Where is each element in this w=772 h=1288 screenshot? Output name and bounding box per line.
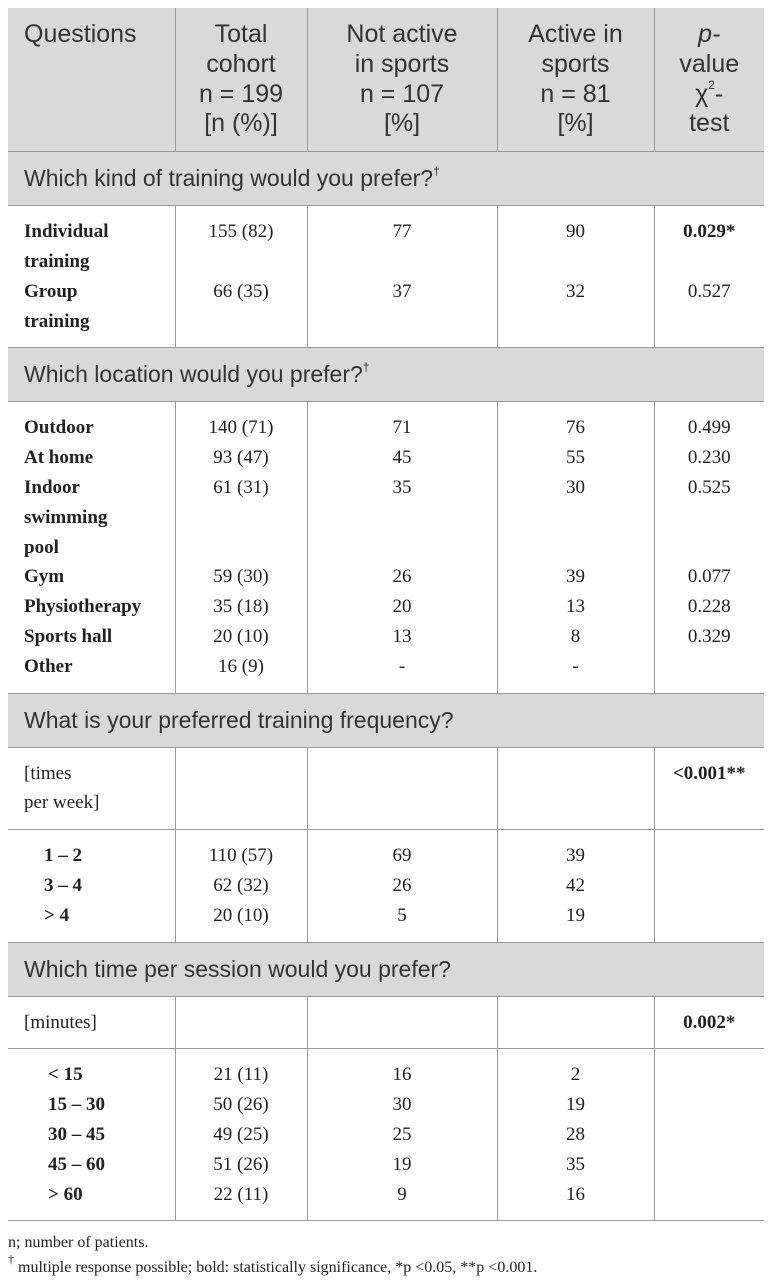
- header-active: Active in sports n = 81 [%]: [497, 8, 654, 152]
- header-total-cohort: Total cohort n = 199 [n (%)]: [175, 8, 307, 152]
- section-header-training: Which kind of training would you prefer?†: [8, 152, 764, 206]
- section-header-location: Which location would you prefer?†: [8, 348, 764, 402]
- section-header-frequency: What is your preferred training frequency?: [8, 693, 764, 747]
- session-unit-row: [minutes] 0.002*: [8, 996, 764, 1049]
- preferences-table: [8, 8, 764, 1221]
- footnote-n: n; number of patients.: [8, 1234, 149, 1251]
- training-rows: Individual training Group training 155 (82) 66 (35) 77 37 90 32 0.029* 0.527: [8, 206, 764, 348]
- header-not-active: Not active in sports n = 107 [%]: [307, 8, 497, 152]
- section-header-session: Which time per session would you prefer?: [8, 942, 764, 996]
- header-p-value: p- value $\chi^2-$ test: [654, 8, 764, 152]
- frequency-unit-row: [times per week] <0.001**: [8, 747, 764, 830]
- frequency-rows: 1 – 2 3 – 4 > 4 110 (57) 62 (32) 20 (10) 69 26 5 39 42 19: [8, 830, 764, 942]
- footnote-multiple-response: † multiple response possible; bold: statistically significance, *p <0.05, **p <0.001.: [8, 1251, 538, 1276]
- header-questions: Questions: [8, 8, 175, 152]
- header-row: [8, 8, 764, 152]
- location-rows: Outdoor At home Indoor swimming pool Gym Physiotherapy Sports hall Other 140 (71) 93 (47) 61 (31) 59 (30) 35 (18) 20 (10) 16 (9) 71 45 35 26 20 13 - 76 55 30 39 13 8 - 0.499 0.230 0.525 0.077 0.228 0.329: [8, 402, 764, 693]
- session-rows: < 15 15 – 30 30 – 45 45 – 60 > 60 21 (11) 50 (26) 49 (25) 51 (26) 22 (11) 16 30 25 19 9 2 19 28 35 16: [8, 1049, 764, 1221]
